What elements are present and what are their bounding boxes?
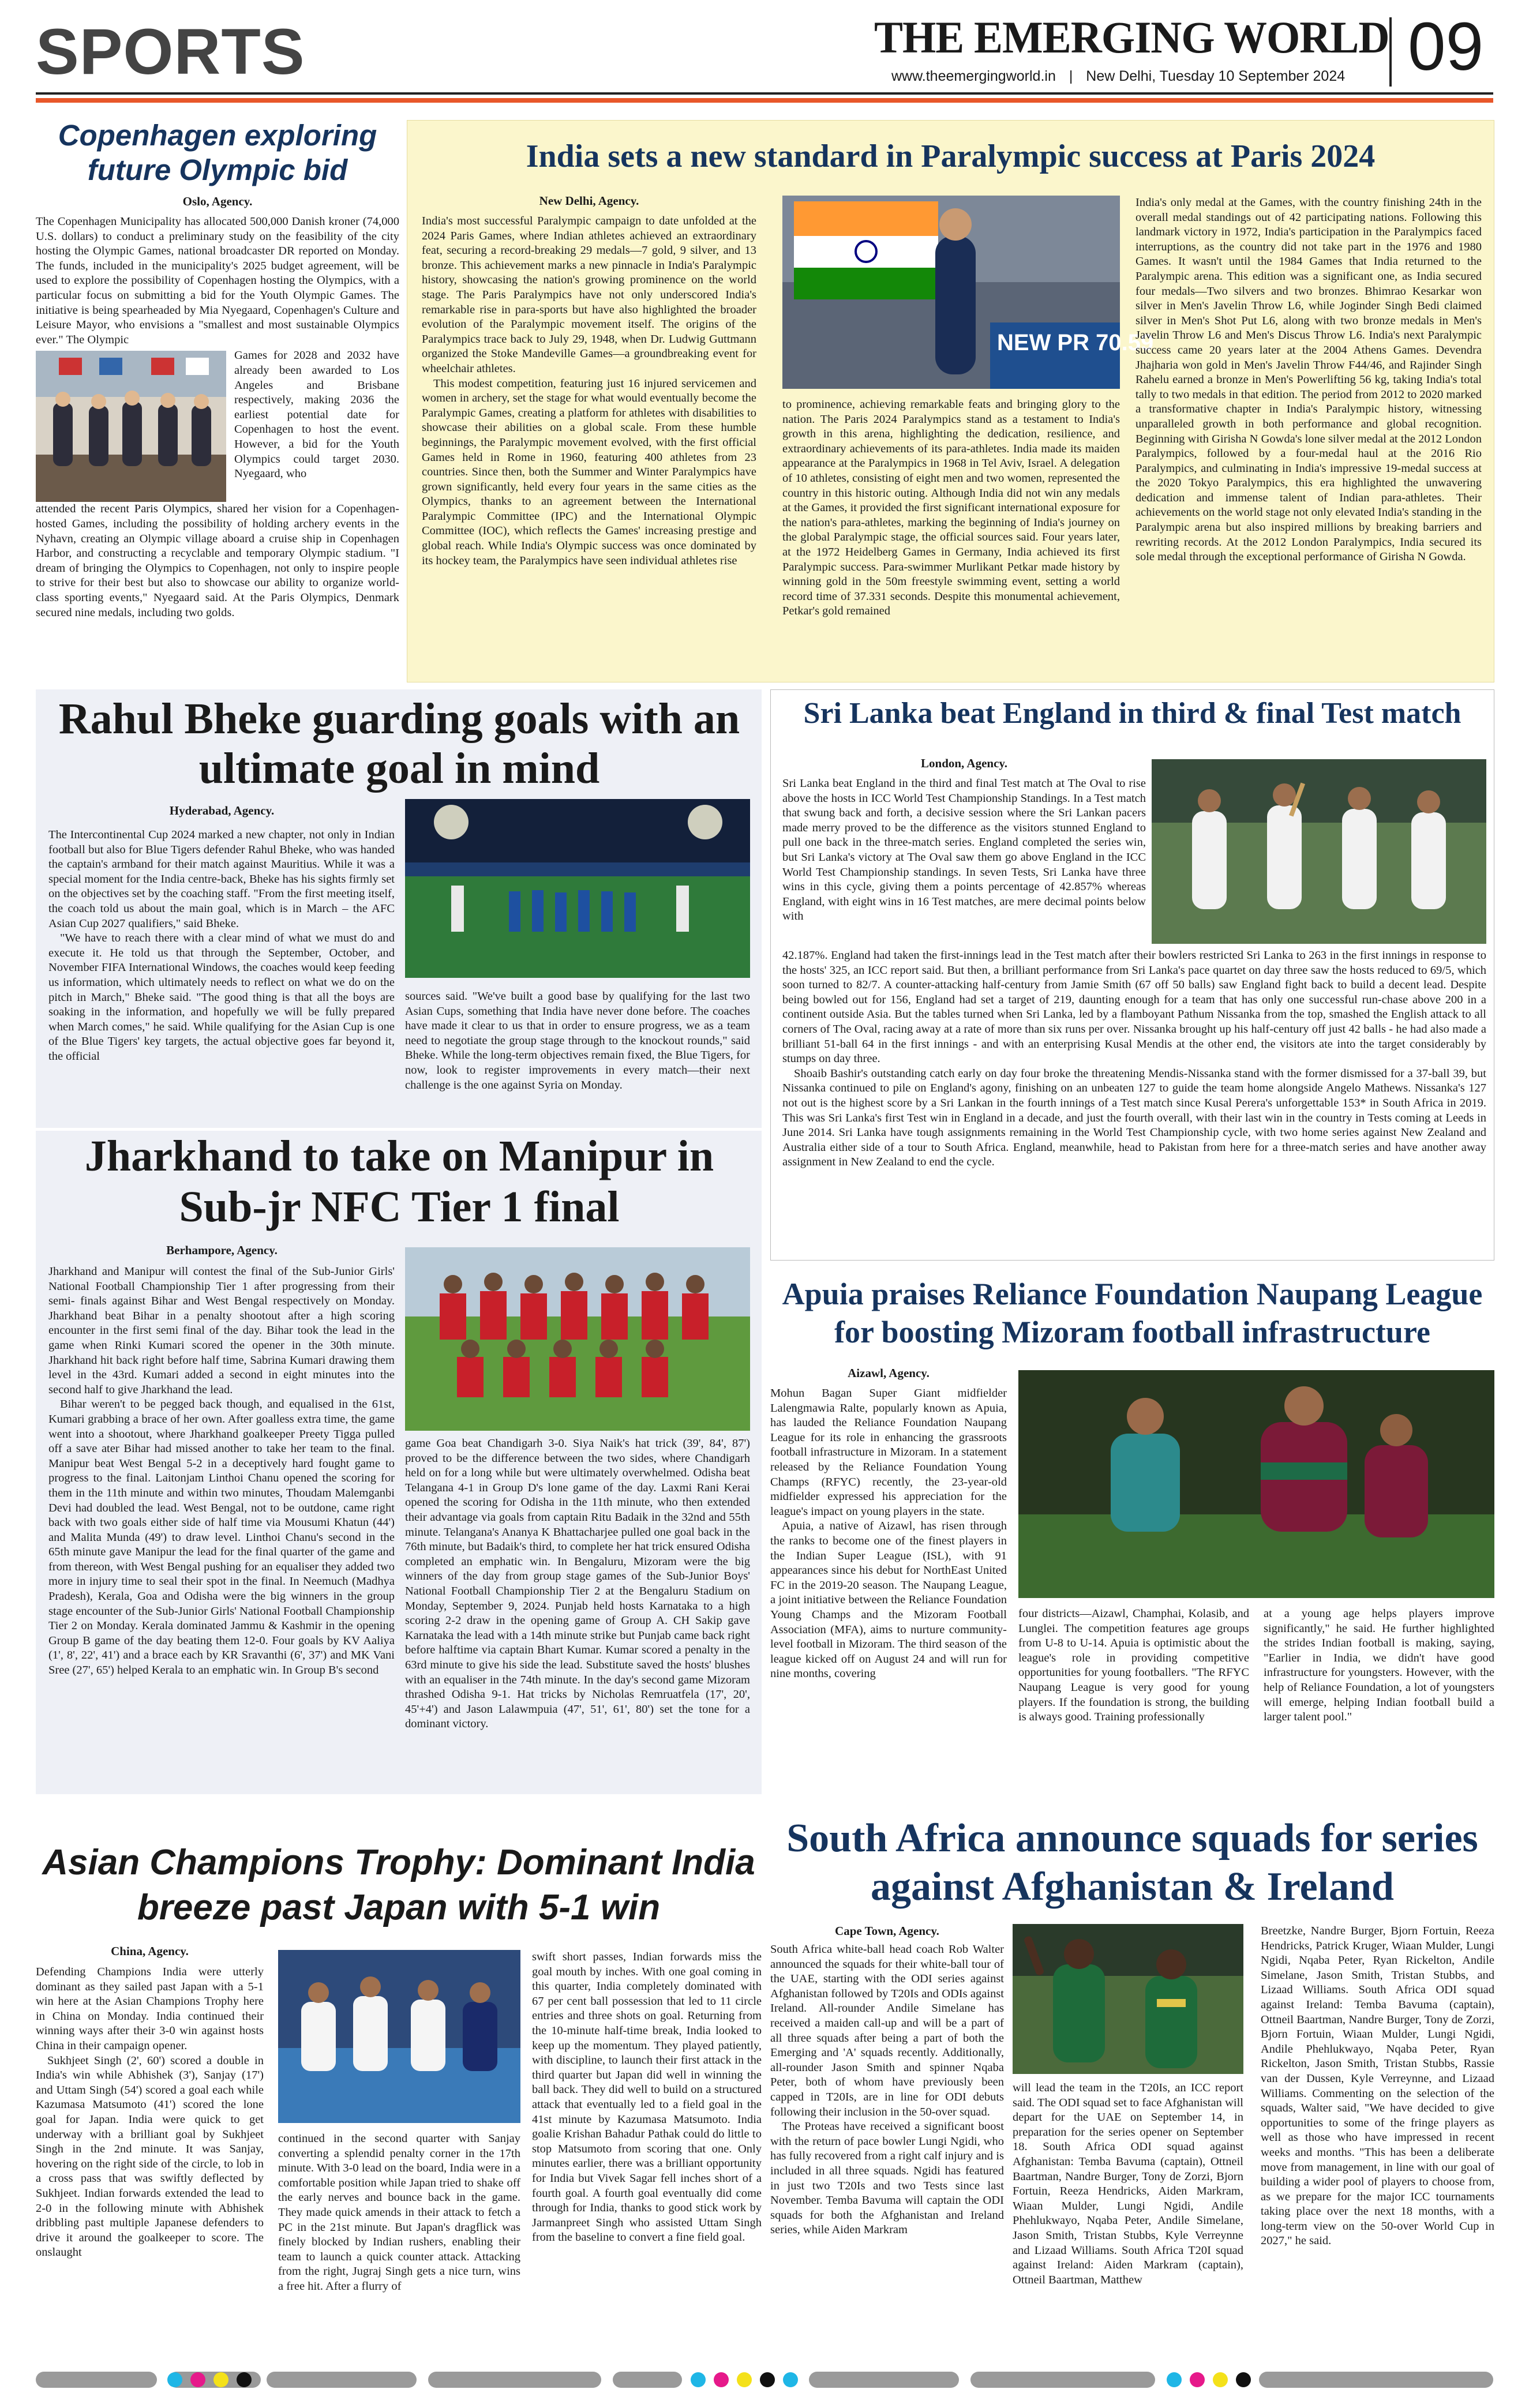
grey-bar: [613, 2372, 682, 2388]
paragraph: to prominence, achieving remarkable feats and bringing glory to the nation. The Paris 2024 Paralympics stand as a testament to India's growth in this arena, highlighting the dedication, resilience, and extraordinary achievements of its para-athletes. India made its maiden appearance at the Paralympics in 1968 in Tel Aviv, Israel. A delegation of 10 athletes, consisting of eight men and two women, represented the country in this historic outing. Although India did not win any medals at the Games, it provided the first significant international exposure for the nation's para-athletes, marking the beginning of India's journey on the global Paralympic stage, the official sources said. Four years later, at the 1972 Heidelberg Games in Germany, India achieved its first Paralympic success. Para-swimmer Murlikant Petkar made history by winning gold in the 50m freestyle swimming event, setting a world record time of 37.331 seconds. Despite this monumental achievement, Petkar's gold remained: [782, 398, 1120, 618]
article-apuia: [770, 1269, 1494, 1794]
dateline: Aizawl, Agency.: [848, 1366, 930, 1380]
paragraph: Bihar weren't to be pegged back though, and equalised in the 61st, Kumari grabbing a brace of her own. After goalless extra time, the game went into a shootout, where Jharkhand goalkeeper Preety Tigga pulled off a save ater Bihar had missed another to take her team to the final. Manipur beat West Bengal 5-2 in a deceptively hard fought game to progress to the final. Laitonjam Linthoi Chanu opened the scoring for them in the 11th minute and within two minutes, Thoudam Malemganbi Devi had doubled the lead. West Bengal, not to be outdone, came right back with two goals either side of half time via Mousumi Khatun (44') and Malita Munda (49') to draw level. Linthoi Chanu's second in the 65th minute gave Manipur the lead for the final quarter of the game and from thereon, with West Bengal pushing for an equaliser they added two more in injury time to seal their spot in the final. In Neemuch (Madhya Pradesh), Kerala, Goa and Odisha were the big winners in the group stage encounter of the Sub-Junior Girls' National Football Championship Tier 2 on Monday. Kerala dominated Jammu & Kashmir in the opening Group B game of the day beating them 12-0. Four goals by KV Aaliya (1', 8', 22', 41') and a brace each by KR Sravanthi (6', 37') and MK Vani Sree (27', 65') helped Kerala to an emphatic win. In Group B's second: [48, 1398, 395, 1677]
dateline: Cape Town, Agency.: [835, 1924, 939, 1938]
paragraph: "We have to reach there with a clear mind of what we must do and execute it. He told us that through the September, October, and November FIFA International Windows, the coaches would keep feeding us information, which ultimately needs to reflect on what we do on the pitch in March," Bheke said. "The good thing is that all the boys are soaking in the information, and hopefully we will be fully prepared when March comes," he said. While qualifying for the Asian Cup is one of the Blue Tigers' key targets, the actual objective goes far beyond it, the official: [48, 932, 395, 1063]
photo-cricketers: [1152, 759, 1486, 944]
dateline: Berhampore, Agency.: [166, 1243, 278, 1257]
photo-paralympic-athlete: [782, 196, 1154, 389]
grey-bar: [970, 2372, 1155, 2388]
article-south-africa: [770, 1814, 1494, 2336]
cyan-dot: [1167, 2372, 1182, 2387]
yellow-dot: [1213, 2372, 1228, 2387]
paragraph: Mohun Bagan Super Giant midfielder Lalengmawia Ralte, popularly known as Apuia, has lauded the Reliance Foundation Naupang League for its role in enhancing the grassroots football infrastructure in Mizoram. In a statement released by the Reliance Foundation Young Champs (RFYC) recently, the 23-year-old midfielder expressed his appreciation for the league's impact on young players in the state.: [770, 1387, 1007, 1518]
masthead-rule-accent: [36, 98, 1493, 103]
newspaper-title: THE EMERGING WORLD: [874, 12, 1389, 62]
grey-bar: [36, 2372, 157, 2388]
dateline: Oslo, Agency.: [182, 194, 253, 208]
page-number: 09: [1408, 9, 1484, 85]
masthead-subline: www.theemergingworld.in | New Delhi, Tuesday 10 September 2024: [891, 68, 1346, 84]
photo-apuia: [1018, 1370, 1494, 1598]
paragraph: Breetzke, Nandre Burger, Bjorn Fortuin, Reeza Hendricks, Patrick Kruger, Wiaan Mulder, Lungi Ngidi, Nqaba Peter, Ryan Rickelton, Andile Simelane, Jason Smith, Tristan Stubbs, and Lizaad Williams. South Africa ODI squad against Ireland: Temba Bavuma (captain), Ottneil Baartman, Nandre Burger, Tony de Zorzi, Bjorn Fortuin, Wiaan Mulder, Lungi Ngidi, Andile Phehlukwayo, Nqaba Peter, Ryan Rickelton, Jason Smith, Tristan Stubbs, Rassie van der Dussen, Kyle Verreynne, and Lizaad Williams. Commenting on the selection of the squads, Walter said, "We have decided to give opportunities to some of the fringe players as well as those who have impressed in recent weeks and months. "This has been a deliberate move from management, in line with our goal of building a wider pool of players to choose from, as we prepare for the major ICC tournaments taking place over the next 18 months, with a long-term view on the 50-over World Cup in 2027," he said.: [1261, 1925, 1494, 2248]
headline: Rahul Bheke guarding goals with an ultimate goal in mind: [58, 695, 740, 793]
photo-score-text: NEW PR 70.59: [997, 330, 1154, 355]
article-rahul-bheke: [36, 689, 762, 1128]
paragraph: The Copenhagen Municipality has allocated 500,000 Danish kroner (74,000 U.S. dollars) to conduct a preliminary study on the feasibility of the city hosting the Olympic Games, national broadcaster DR reported on Monday. The funds, included in the municipality's 2025 budget agreement, will be used to explore the possibility of Copenhagen hosting the Olympics, with a particular focus on submitting a bid for the Youth Olympic Games. The initiative is being spearheaded by Mia Nyegaard, Copenhagen's Culture and Leisure Mayor, who envisions a "smallest and most sustainable Olympics ever." The Olympic: [36, 215, 399, 346]
print-registration-bar: [36, 2371, 1493, 2388]
yellow-dot: [737, 2372, 752, 2387]
article-sri-lanka: [770, 689, 1494, 1261]
grey-bar: [267, 2372, 417, 2388]
paragraph: Games for 2028 and 2032 have already been awarded to Los Angeles and Brisbane respectively, making 2036 the earliest potential date for Copenhagen to host the event. However, a bid for the Youth Olympics could target 2030. Nyegaard, who: [234, 349, 399, 481]
paragraph: India's only medal at the Games, with the country finishing 24th in the overall medal standings out of 42 participating nations. Following this landmark victory in 1972, India's participation in the Paralympics faced interruptions, as the country did not take part in the 1976 and 1980 Games. It wasn't until the 1984 Games that India returned to the Paralympic arena. This edition was a significant one, as India secured four medals—Two silvers and two bronzes. Bhimrao Kesarkar won silver in Men's Javelin Throw L6, while Joginder Singh Bedi claimed silver in Men's Shot Put L6, along with two bronze medals in Men's Javelin Throw L6 and Men's Discus Throw L6. India's next Paralympic success came 20 years later at the 2004 Athens Games. Devendra Jhajharia won gold in Men's Javelin Throw F44/46, and Rajinder Singh Rahelu earned a bronze in Men's Powerlifting 56 kg, taking India's total tally to two medals in that edition. The period from 2012 to 2020 marked a transformative chapter in India's Paralympic history, witnessing unparalleled growth in both performance and global recognition. Beginning with Girisha N Gowda's lone silver medal at the 2012 London Paralympics, followed by a four-medal haul at the 2016 Rio Paralympics, and culminating in India's impressive 19-medal success at the 2020 Tokyo Paralympics, this era highlighted the unwavering dedication and immense talent of Indian para-athletes. Their achievements on the world stage not only elevated India's standing in the Paralympic arena but also inspired millions by breaking barriers and rewriting records. At the 2012 London Paralympics, India secured its sole medal through the exceptional performance of Girisha N Gowda.: [1135, 196, 1482, 564]
cyan-dot: [691, 2372, 706, 2387]
paragraph: Sri Lanka beat England in the third and final Test match at The Oval to rise above the hosts in ICC World Test Championship Standings. In a Test match that swung back and forth, a decisive session where the Sri Lankan pacers made merry proved to be the difference as the visitors stunned England to pull one back in the three-match series. England completed the series win, but Sri Lanka's victory at The Oval saw them go above England in the ICC World Test Championship standings. In seven Tests, Sri Lanka have three wins in this cycle, giving them a points percentage of 42.857% whereas England, with eight wins in 16 Test matches, are mere decimal points below with: [782, 777, 1146, 923]
dateline: Hyderabad, Agency.: [169, 804, 275, 817]
article-jharkhand: [36, 1131, 762, 1794]
headline: India sets a new standard in Paralympic success at Paris 2024: [526, 138, 1376, 174]
black-dot: [237, 2372, 252, 2387]
paragraph: Apuia, a native of Aizawl, has risen through the ranks to become one of the finest players in the Indian Super League (ISL), with 91 appearances since his debut for NorthEast United FC in the 2019-20 season. The Naupang League, a joint initiative between the Reliance Foundation Young Champs and the Mizoram Football Association (MFA), aims to nurture community-level football in Mizoram. The third season of the league kicked off on August 24 and will run for nine months, covering: [770, 1520, 1007, 1681]
black-dot: [1236, 2372, 1251, 2387]
section-title: SPORTS: [36, 16, 305, 88]
paragraph: The Intercontinental Cup 2024 marked a new chapter, not only in Indian football but also for Blue Tigers defender Rahul Bheke, who was handed the captain's armband for their match against Mauritius. While it was a special moment for the India centre-back, Bheke has his sights firmly set on the objectives set by the coaching staff. "From the first meeting itself, the coach told us about the main goal, which is in March – the AFC Asian Cup 2027 qualifiers," said Bheke.: [48, 828, 395, 930]
headline: South Africa announce squads for series against Afghanistan & Ireland: [786, 1816, 1478, 1909]
magenta-dot: [1190, 2372, 1205, 2387]
website: www.theemergingworld.in: [891, 68, 1056, 84]
magenta-dot: [714, 2372, 729, 2387]
paragraph: This modest competition, featuring just 16 injured servicemen and women in archery, set the stage for what would eventually become the Paralympic Games, creating a platform for athletes with disabilities to showcase their abilities on a global scale. From these humble beginnings, the Paralympic movement evolved, with the first official Games held in Rome in 1960, featuring 400 athletes from 23 countries. Since then, both the Summer and Winter Paralympics have grown significantly, held every four years in the same cities as the Olympics, thanks to an agreement between the International Paralympic Committee (IPC) and the International Olympic Committee (IOC), which reflects the Games' increasing prestige and global reach. While India's Olympic success was once dominated by its hockey team, the Paralympics have seen individual athletes rise: [422, 377, 756, 567]
photo-girls-team: [405, 1247, 750, 1431]
paragraph: Shoaib Bashir's outstanding catch early on day four broke the threatening Mendis-Nissanka stand with the former dismissed for a 37-ball 39, but Nissanka continued to pile on England's agony, finishing on an unbeaten 127 to guide the team home alongside Angelo Mathews. Nissanka's 127 not out is the highest score by a Sri Lankan in the fourth innings of a Test match since Kusal Perera's unforgettable 153* in South Africa in 2019. This was Sri Lanka's first Test win in England in a decade, and just the fourth overall, with their last win in the country in Tests coming at Leeds in June 2014. Sri Lanka have tough assignments remaining in the World Test Championship cycle, with two home series against New Zealand and Australia either side of a tour to South Africa. England, meanwhile, head to Pakistan from here for a three-match series and have another away assignment in New Zealand to end the cycle.: [782, 1067, 1486, 1169]
masthead-divider: [1389, 17, 1392, 87]
magenta-dot: [190, 2372, 205, 2387]
headline: Jharkhand to take on Manipur in Sub-jr NFC Tier 1 final: [84, 1132, 714, 1231]
dateline: New Delhi, Agency.: [539, 194, 639, 208]
article-copenhagen: [36, 118, 399, 681]
article-hockey: [36, 1840, 762, 2336]
paragraph: South Africa white-ball head coach Rob Walter announced the squads for their white-ball tour of the UAE, starting with the ODI series against Afghanistan followed by T20Is and ODIs against Ireland. All-rounder Andile Simelane has received a maiden call-up and will be a part of all three squads after being a part of both the Emerging and 'A' squads recently. Additionally, all-rounder Jason Smith and spinner Nqaba Peter, both of whom have previously been capped in T20Is, are in line for ODI debuts following their inclusion in the 50-over squad.: [770, 1943, 1004, 2118]
black-dot: [760, 2372, 775, 2387]
headline: Apuia praises Reliance Foundation Naupang League for boosting Mizoram football infrastructure: [782, 1277, 1483, 1349]
dateline: China, Agency.: [111, 1944, 189, 1958]
photo-sa-cricketers: [1013, 1924, 1243, 2074]
cyan-dot: [167, 2372, 182, 2387]
headline: Asian Champions Trophy: Dominant India breeze past Japan with 5-1 win: [42, 1843, 755, 1927]
paragraph: The Proteas have received a significant boost with the return of pace bowler Lungi Ngidi, who has fully recovered from a right calf injury and is included in all three squads. Ngidi has featured in just two T20Is and two Tests since last November. Temba Bavuma will captain the ODI squads for both the Afghanistan and Ireland series, while Aiden Markram: [770, 2120, 1004, 2237]
date: New Delhi, Tuesday 10 September 2024: [1086, 68, 1346, 84]
paragraph: will lead the team in the T20Is, an ICC report said. The ODI squad set to face Afghanistan will depart for the UAE on September 14, in preparation for the series opener on September 18. South Africa ODI squad against Afghanistan: Temba Bavuma (captain), Ottneil Baartman, Nandre Burger, Tony de Zorzi, Bjorn Fortuin, Reeza Hendricks, Aiden Markram, Wiaan Mulder, Lungi Ngidi, Andile Phehlukwayo, Nqaba Peter, Andile Simelane, Jason Smith, Tristan Stubbs, Kyle Verreynne and Lizaad Williams. South Africa T20I squad against Ireland: Aiden Markram (captain), Ottneil Baartman, Matthew: [1013, 2081, 1243, 2286]
headline: Sri Lanka beat England in third & final Test match: [803, 697, 1461, 730]
grey-bar: [1259, 2372, 1493, 2388]
paragraph: sources said. "We've built a good base by qualifying for the last two Asian Cups, something that India have never done before. The coaches have made it clear to us that in order to ensure progress, we as a team need to negotiate the group stage through to the knockout rounds," said Bheke. While the long-term objectives remain fixed, the Blue Tigers, for now, look to register improvements in every match—their next challenge is the one against Syria on Monday.: [405, 990, 750, 1092]
dateline: London, Agency.: [921, 756, 1007, 770]
grey-bar: [428, 2372, 601, 2388]
paragraph: at a young age helps players improve significantly," he said. He further highlighted the strides Indian football is making, saying, "Earlier in India, we didn't have good infrastructure for youngsters. However, with the help of Reliance Foundation, a lot of youngsters will emerge, helping Indian football build a larger talent pool.": [1264, 1607, 1494, 1724]
paragraph: Sukhjeet Singh (2', 60') scored a double in India's win while Abhishek (3'), Sanjay (17') and Uttam Singh (54') scored a goal each while Kazumasa Matsumoto (41') scored the lone goal for Japan. India were quick to get underway with a brilliant goal by Sukhjeet Singh in the 2nd minute. It was Sanjay, hovering on the right side of the circle, to lob in a cross pass that was swiftly deflected by Sukhjeet. Indian forwards extended the lead to 2-0 in the following minute with Abhishek dribbling past multiple Japanese defenders to drive it around the goalkeeper to score. The onslaught: [36, 2054, 264, 2259]
paragraph: Jharkhand and Manipur will contest the final of the Sub-Junior Girls' National Football Championship Tier 1 after progressing from their semi- finals against Bihar and West Bengal respectively on Monday. Jharkhand beat Bihar in a penalty shootout after a high scoring encounter in the first semi final of the day. Bihar took the lead in the game when Rinki Kumari scored the opener in the 30th minute. Jharkhand hit back right before half time, Sabrina Kumari drawing them level in the 43rd. Kumari added a second in eight minutes into the second half to give Jharkhand the lead.: [48, 1265, 395, 1396]
cyan-dot: [783, 2372, 798, 2387]
paragraph: India's most successful Paralympic campaign to date unfolded at the 2024 Paris Games, where Indian athletes achieved an extraordinary feat, securing a record-breaking 29 medals—7 gold, 9 silver, and 13 bronze. This achievement marks a new pinnacle in India's Paralympic history, showcasing the nation's growing prominence on the world stage. The Paris Paralympics have not only underscored India's remarkable rise in para-sports but have also highlighted the broader evolution of the Paralympic movement itself. The origins of the Paralympics trace back to July 29, 1948, when Dr. Ludwig Guttmann organized the Stoke Mandeville Games—a groundbreaking event for wheelchair athletes.: [422, 215, 756, 375]
headline: Copenhagen exploring future Olympic bid: [58, 119, 377, 186]
photo-hockey: [278, 1950, 520, 2123]
paragraph: Defending Champions India were utterly dominant as they sailed past Japan with a 5-1 win here at the Asian Champions Trophy here in China on Monday. India continued their winning ways after their 3-0 win against hosts China in their campaign opener.: [36, 1966, 264, 2052]
photo-copenhagen-event: [36, 351, 226, 502]
paragraph: continued in the second quarter with Sanjay converting a splendid penalty corner in the 17th minute. With 3-0 lead on the board, India were in a comfortable position while Japan tried to shake off the early nerves and bounce back in the game. They made quick amends in their attack to fetch a PC in the 21st minute. But Japan's dragflick was finely blocked by Indian rushers, enabling their team to launch a quick counter attack. Attacking from the right, Jugraj Singh gets a nice turn, wins a free hit. After a flurry of: [278, 2132, 520, 2293]
article-paralympics: [407, 120, 1494, 682]
paragraph: four districts—Aizawl, Champhai, Kolasib, and Lunglei. The competition features age groups from U-8 to U-14. Apuia is optimistic about the league's role in providing competitive opportunities for young footballers. "The RFYC Naupang League is very good for young players. If the foundation is strong, the building is always good. Training professionally: [1018, 1607, 1249, 1724]
paragraph: swift short passes, Indian forwards miss the goal mouth by inches. With one goal coming in this quarter, India completely dominated with 67 per cent ball possession that led to 11 circle entries and three shots on goal. Returning from the 10-minute half-time break, India looked to keep up the momentum. They played patiently, with discipline, to launch their first attack in the third quarter but Japan did well in winning the ball back. They did well to build on a structured attack that eventually led to a field goal in the 41st minute by Kazumasa Matsumoto. India goalie Krishan Bahadur Pathak could do little to stop Matsumoto from scoring that one. Only minutes earlier, there was a brilliant opportunity for India but Vivek Sagar fell inches short of a fourth goal. A fourth goal eventually did come through for India, thanks to good stick work by Jarmanpreet Singh who assisted Uttam Singh from the baseline to convert a fine field goal.: [532, 1951, 762, 2244]
masthead-rule-black: [36, 92, 1493, 95]
grey-bar: [809, 2372, 959, 2388]
photo-football-match: [405, 799, 750, 978]
paragraph: attended the recent Paris Olympics, shared her vision for a Copenhagen-hosted Games, including the possibility of holding archery events in the Nyhavn, creating an Olympic village aboard a cruise ship in Copenhagen Harbor, and constructing a recyclable and temporary Olympic stadium. "I dream of bringing the Olympics to Copenhagen, not only to inspire people to strive for their best but also to showcase our ability to organize world-class sporting events," Nyegaard said. At the Paris Olympics, Denmark secured nine medals, including two golds.: [36, 502, 399, 619]
paragraph: 42.187%. England had taken the first-innings lead in the Test match after their bowlers restricted Sri Lanka to 263 in the first innings in response to the hosts' 325, an ICC report said. But then, a brilliant performance from Sri Lanka's pace quartet on day three saw the hosts reduced to 69/5, which soon turned to 82/7. A counter-attacking half-century from Jamie Smith (67 off 50 balls) saw England fight back to build a decent lead. Despite being bowled out for 156, England had set a target of 219, daunting enough for a team that has only one successful run-chase above 200 in a continent outside Asia. But the tables turned when Sri Lanka, led by a flamboyant Pathum Nissanka from the top, smashed the English attack to all corners of The Oval, racing away at a rate of more than six runs per over. Nissanka brought up his half-century off just 42 balls - he had also made a brilliant 51-ball 64 in the first innings - and with an enterprising Kusal Mendis at the other end, the visitors ate into the target considerably by stumps on day three.: [782, 949, 1486, 1066]
paragraph: game Goa beat Chandigarh 3-0. Siya Naik's hat trick (39', 84', 87') proved to be the difference between the two sides, where Chandigarh held on for a long while but were ultimately overwhelmed. Odisha beat Telangana 4-1 in Group D's lone game of the day. Laxmi Rani Kerai opened the scoring for Odisha in the 11th minute, who then extended their advantage via goals from captain Ritu Badaik in the 32nd and 55th minute. Telangana's Ananya K Bhattacharjee pulled one goal back in the 76th minute, but Badaik's third, to complete her hat trick ensured Odisha completed an emphatic win. In Bengaluru, Mizoram were the big winners of the day from group stage games of the Sub-Junior Boys' National Football Championship Tier 2 at the Bengaluru Stadium on Monday, September 9, 2024. Punjab held hosts Karnataka to a high scoring 2-2 draw in the opening game of Group A. CH Sakip gave Karnataka the lead with a 14th minute strike but Punjab came back right before halftime via captain Bhart Kumar. Kumar scored a penalty in the 63rd minute to give his side the lead. Substitute saved the hosts' blushes with an equaliser in the 74th minute. In the day's second game Mizoram thrashed Odisha 9-1. Hat tricks by Nicholas Remruatfela (17', 20', 45'+4') and Jason Lalawmpuia (47', 51', 61', 80') set the tone for a dominant victory.: [405, 1437, 750, 1731]
yellow-dot: [213, 2372, 228, 2387]
